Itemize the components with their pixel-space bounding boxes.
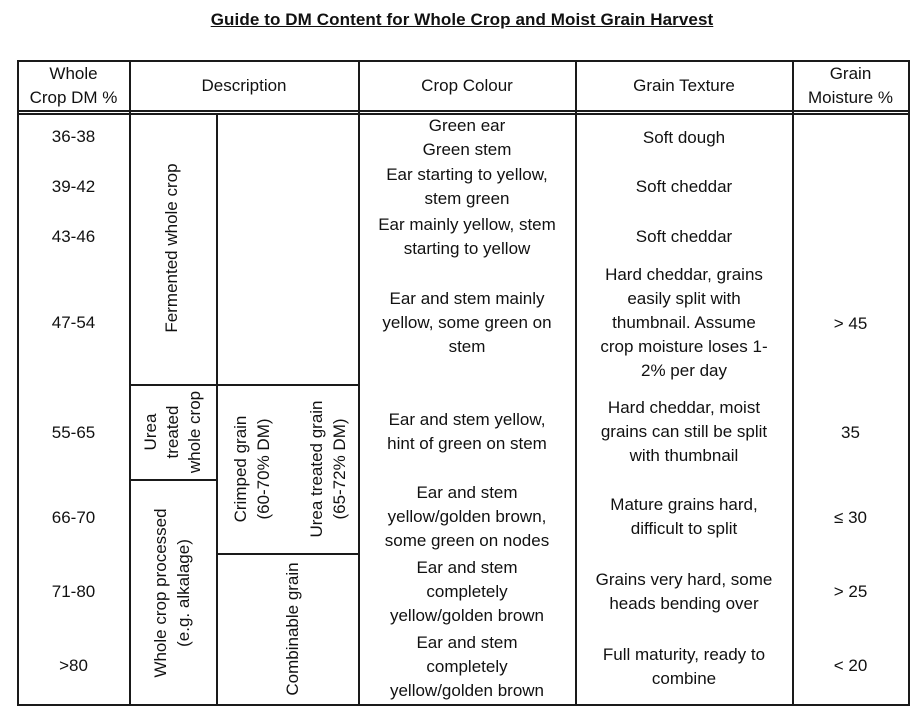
desc-combinable-grain: Combinable grain [283,562,302,696]
row-2-texture-line-1: Soft cheddar [635,177,733,196]
row-4-texture-line-1: Hard cheddar, grains [605,265,763,284]
row-4-dm: 47-54 [51,313,96,332]
row-3-colour-line-2: starting to yellow [403,239,531,258]
row-7-dm: 71-80 [51,582,96,601]
row-4-colour-line-3: stem [448,337,486,356]
row-6-texture-line-2: difficult to split [630,519,738,538]
row-5-colour-line-2: hint of green on stem [387,434,547,453]
row-4-texture-line-2: easily split with [627,289,741,308]
row-5-texture-line-3: with thumbnail [629,446,739,465]
row-7-colour-line-2: completely [426,582,508,601]
row-5-texture-line-1: Hard cheddar, moist [607,398,761,417]
header-texture: Grain Texture [633,75,735,95]
desc-processed-line1: Whole crop processed [151,508,170,678]
desc-urea-grain-line2: (65-72% DM) [330,418,349,520]
desc-urea-whole-crop [140,386,206,478]
header-colour: Crop Colour [421,75,513,95]
desc-crimped-line2: (60-70% DM) [254,418,273,520]
header-dm-line2: Crop DM % [29,87,118,107]
row-6-colour-line-1: Ear and stem [416,483,518,502]
row-4-colour-line-1: Ear and stem mainly [389,289,545,308]
row-5-moisture: 35 [841,423,860,442]
row-7-texture [576,554,792,630]
row-8-colour-line-2: completely [426,657,508,676]
row-4-texture [576,262,792,384]
row-1-colour [359,114,575,162]
row-6-colour [359,480,575,554]
row-7-moisture: > 25 [833,582,868,601]
desc-urea-line2: treated [163,405,182,459]
row-2-texture [576,162,792,212]
row-7-colour-line-3: yellow/golden brown [389,606,545,625]
page-title: Guide to DM Content for Whole Crop and Moist Grain Harvest [210,10,714,29]
table-right-border [908,60,910,705]
desc-fermented: Fermented whole crop [162,163,181,333]
row-3-texture [576,212,792,262]
row-4-texture-line-4: crop moisture loses 1- [600,337,768,356]
row-3-colour-line-1: Ear mainly yellow, stem [378,215,556,234]
desc-whole-crop-processed [149,488,195,698]
row-7-colour [359,554,575,630]
desc-sub-divider-upper [216,113,218,385]
table-bottom-border [17,704,910,706]
row-4-texture-line-3: thumbnail. Assume [612,313,756,332]
row-4-colour-line-2: yellow, some green on [382,313,552,332]
row-8-texture-line-2: combine [651,669,717,688]
row-7-colour-line-1: Ear and stem [416,558,518,577]
desc-crimped-grain [229,409,275,529]
row-5-colour-line-1: Ear and stem yellow, [388,410,546,429]
row-6-colour-line-2: yellow/golden brown, [387,507,547,526]
row-5-dm: 55-65 [51,423,96,442]
row-1-texture [576,114,792,162]
desc-sub-hline-processed [129,479,216,481]
row-1-texture-line-1: Soft dough [642,128,726,147]
row-6-dm: 66-70 [51,508,96,527]
row-6-colour-line-3: some green on nodes [384,531,550,550]
col-divider-dm [129,60,131,705]
row-1-colour-line-1: Green ear [428,116,506,135]
row-8-colour [359,630,575,704]
row-5-texture [576,384,792,480]
desc-urea-line1: Urea [141,413,160,451]
desc-crimped-line1: Crimped grain [231,415,250,523]
row-8-texture [576,630,792,704]
row-7-texture-line-1: Grains very hard, some [595,570,773,589]
row-4-texture-line-5: 2% per day [641,361,727,380]
row-8-texture-line-1: Full maturity, ready to [602,645,766,664]
row-3-dm: 43-46 [51,227,96,246]
header-dm [18,61,129,110]
row-8-dm: >80 [59,656,88,675]
desc-sub-divider-lower [216,384,218,705]
row-6-moisture: ≤ 30 [834,508,867,527]
header-bottom-border [17,110,910,112]
row-4-moisture: > 45 [833,314,868,333]
row-2-colour-line-2: stem green [424,189,510,208]
header-moisture-line2: Moisture % [807,87,894,107]
row-1-dm: 36-38 [51,127,96,146]
row-8-colour-line-3: yellow/golden brown [389,681,545,700]
row-8-colour-line-1: Ear and stem [416,633,518,652]
row-4-colour [359,262,575,384]
header-dm-line1: Whole [49,63,98,83]
header-moisture [793,61,908,110]
desc-urea-treated-grain [305,394,351,544]
row-3-colour [359,212,575,262]
row-1-colour-line-2: Green stem [422,140,512,159]
row-2-dm: 39-42 [51,177,96,196]
row-5-texture-line-2: grains can still be split [600,422,768,441]
row-2-colour [359,162,575,212]
table-left-border [17,60,19,705]
col-divider-texture [792,60,794,705]
row-3-texture-line-1: Soft cheddar [635,227,733,246]
row-5-colour [359,384,575,480]
desc-urea-line3: whole crop [185,390,204,474]
row-2-colour-line-1: Ear starting to yellow, [386,165,548,184]
header-moisture-line1: Grain [829,63,872,83]
desc-processed-line2: (e.g. alkalage) [174,539,193,647]
row-6-texture-line-1: Mature grains hard, [610,495,758,514]
desc-urea-grain-line1: Urea treated grain [307,400,326,538]
row-7-texture-line-2: heads bending over [609,594,759,613]
header-description: Description [201,75,287,95]
row-6-texture [576,480,792,554]
row-8-moisture: < 20 [833,656,868,675]
